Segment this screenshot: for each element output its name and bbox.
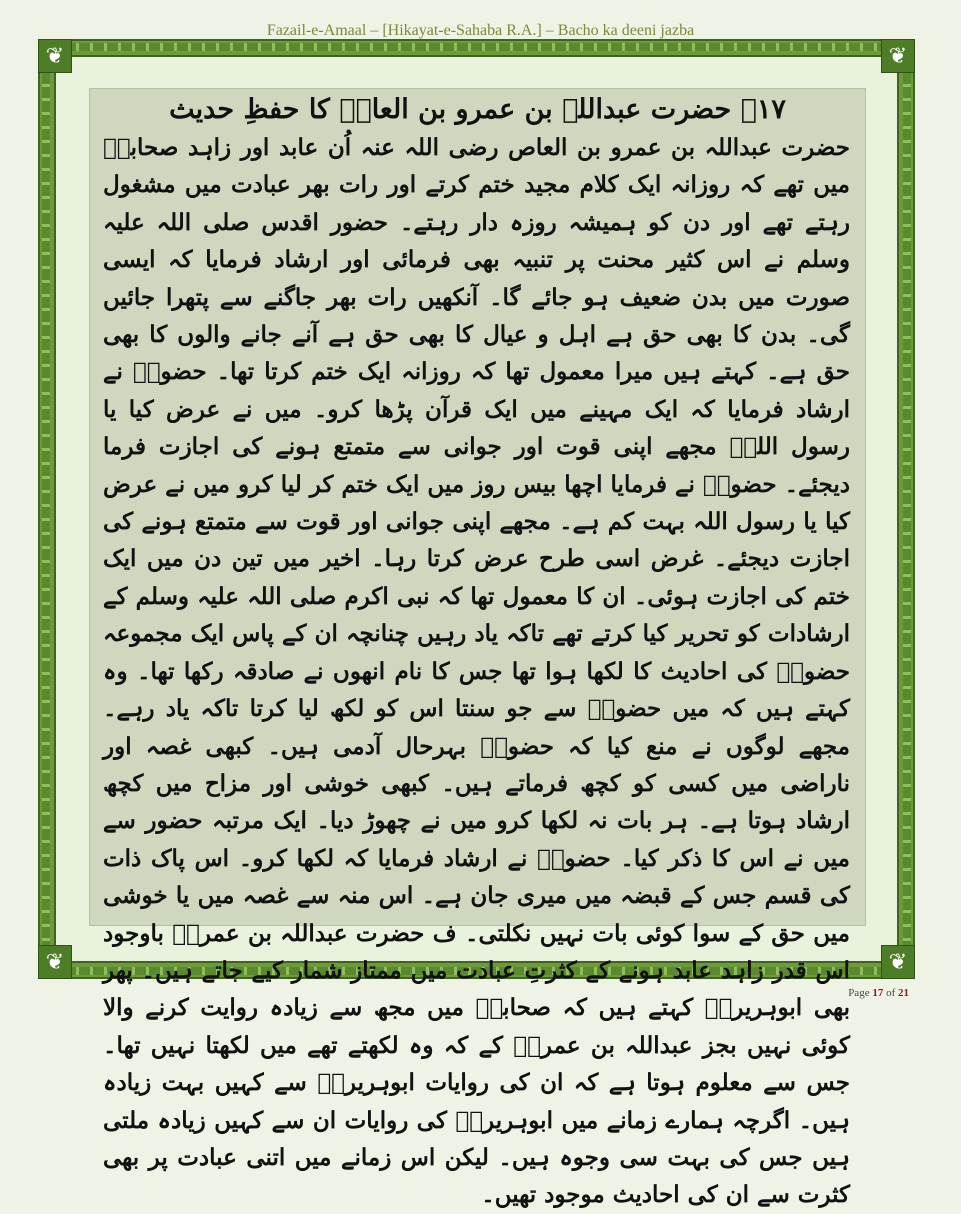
border-rail-right [903, 43, 911, 975]
corner-ornament-icon: ❦ [881, 945, 915, 979]
border-rail-top [42, 43, 911, 51]
border-rail-left [42, 43, 50, 975]
corner-ornament-icon: ❦ [38, 39, 72, 73]
article-title: ۱۷۔ حضرت عبداللہ بن عمرو بن العاصؓ کا حفظِ حدیث [169, 94, 786, 125]
corner-ornament-icon: ❦ [881, 39, 915, 73]
article-body: حضرت عبداللہ بن عمرو بن العاص رضی اللہ عنہ اُن عابد اور زاہد صحابہؓ میں تھے کہ روزانہ ایک کلام مجید ختم کرتے اور رات بھر عبادت میں مشغول رہتے تھے اور دن کو ہمیشہ روزہ دار رہتے۔ حضور اقدس صلی اللہ علیہ وسلم نے اس کثیر محنت پر تنبیہ بھی فرمائی اور ارشاد فرمایا کہ ایسی صورت میں بدن ضعیف ہو جائے گا۔ آنکھیں رات بھر جاگنے سے پتھرا جائیں گی۔ بدن کا بھی حق ہے اہل و عیال کا بھی حق ہے آنے جانے والوں کا بھی حق ہے۔ کہتے ہیں میرا معمول تھا کہ روزانہ ایک ختم کرتا تھا۔ حضورؐ نے ارشاد فرمایا کہ ایک مہینے میں ایک قرآن پڑھا کرو۔ میں نے عرض کیا یا رسول اللہؐ مجھے اپنی قوت اور جوانی سے متمتع ہونے کی اجازت فرما دیجئے۔ حضورؐ نے فرمایا اچھا بیس روز میں ایک ختم کر لیا کرو میں نے عرض کیا یا رسول اللہ بہت کم ہے۔ مجھے اپنی جوانی اور قوت سے متمتع ہونے کی اجازت دیجئے۔ غرض اسی طرح عرض کرتا رہا۔ اخیر میں تین دن میں ایک ختم کی اجازت ہوئی۔ ان کا معمول تھا کہ نبی اکرم صلی اللہ علیہ وسلم کے ارشادات کو تحریر کیا کرتے تھے تاکہ یاد رہیں چنانچہ ان کے پاس ایک مجموعہ حضورؐ کی احادیث کا لکھا ہوا تھا جس کا نام انھوں نے صادقہ رکھا تھا۔ وہ کہتے ہیں کہ میں حضورؐ سے جو سنتا اس کو لکھ لیا کرتا تاکہ یاد رہے۔ مجھے لوگوں نے منع کیا کہ حضورؐ بہرحال آدمی ہیں۔ کبھی غصہ اور ناراضی میں کسی کو کچھ فرماتے ہیں۔ کبھی خوشی اور مزاح میں کچھ ارشاد ہوتا ہے۔ ہر بات نہ لکھا کرو میں نے چھوڑ دیا۔ ایک مرتبہ حضور سے میں نے اس کا ذکر کیا۔ حضورؐ نے ارشاد فرمایا کہ لکھا کرو۔ اس پاک ذات کی قسم جس کے قبضہ میں میری جان ہے۔ اس منہ سے غصہ میں یا خوشی میں حق کے سوا کوئی بات نہیں نکلتی۔ ف حضرت عبداللہ بن عمروؓ باوجود اس قدر زاہد عابد ہونے کے کثرتِ عبادت میں ممتاز شمار کیے جاتے ہیں۔ پھر بھی ابوہریرہؓ کہتے ہیں کہ صحابہؓ میں مجھ سے زیادہ روایت کرنے والا کوئی نہیں بجز عبداللہ بن عمروؓ کے کہ وہ لکھتے تھے میں لکھتا نہیں تھا۔ جس سے معلوم ہوتا ہے کہ ان کی روایات ابوہریرہؓ سے کہیں بہت زیادہ ہیں۔ اگرچہ ہمارے زمانے میں ابوہریرہؓ کی روایات ان سے کہیں زیادہ ملتی ہیں جس کی بہت سی وجوہ ہیں۔ لیکن اس زمانے میں اتنی عبادت پر بھی کثرت سے ان کی احادیث موجود تھیں۔ [103, 134, 851, 1209]
page-number [848, 987, 909, 999]
corner-ornament-icon: ❦ [38, 945, 72, 979]
page-of: of [886, 987, 896, 999]
document-header: Fazail-e-Amaal – [Hikayat-e-Sahaba R.A.] – Bacho ka deeni jazba [266, 22, 695, 39]
page-current: 17 [872, 987, 884, 999]
page-label: Page [848, 987, 870, 999]
page-total: 21 [898, 987, 909, 999]
